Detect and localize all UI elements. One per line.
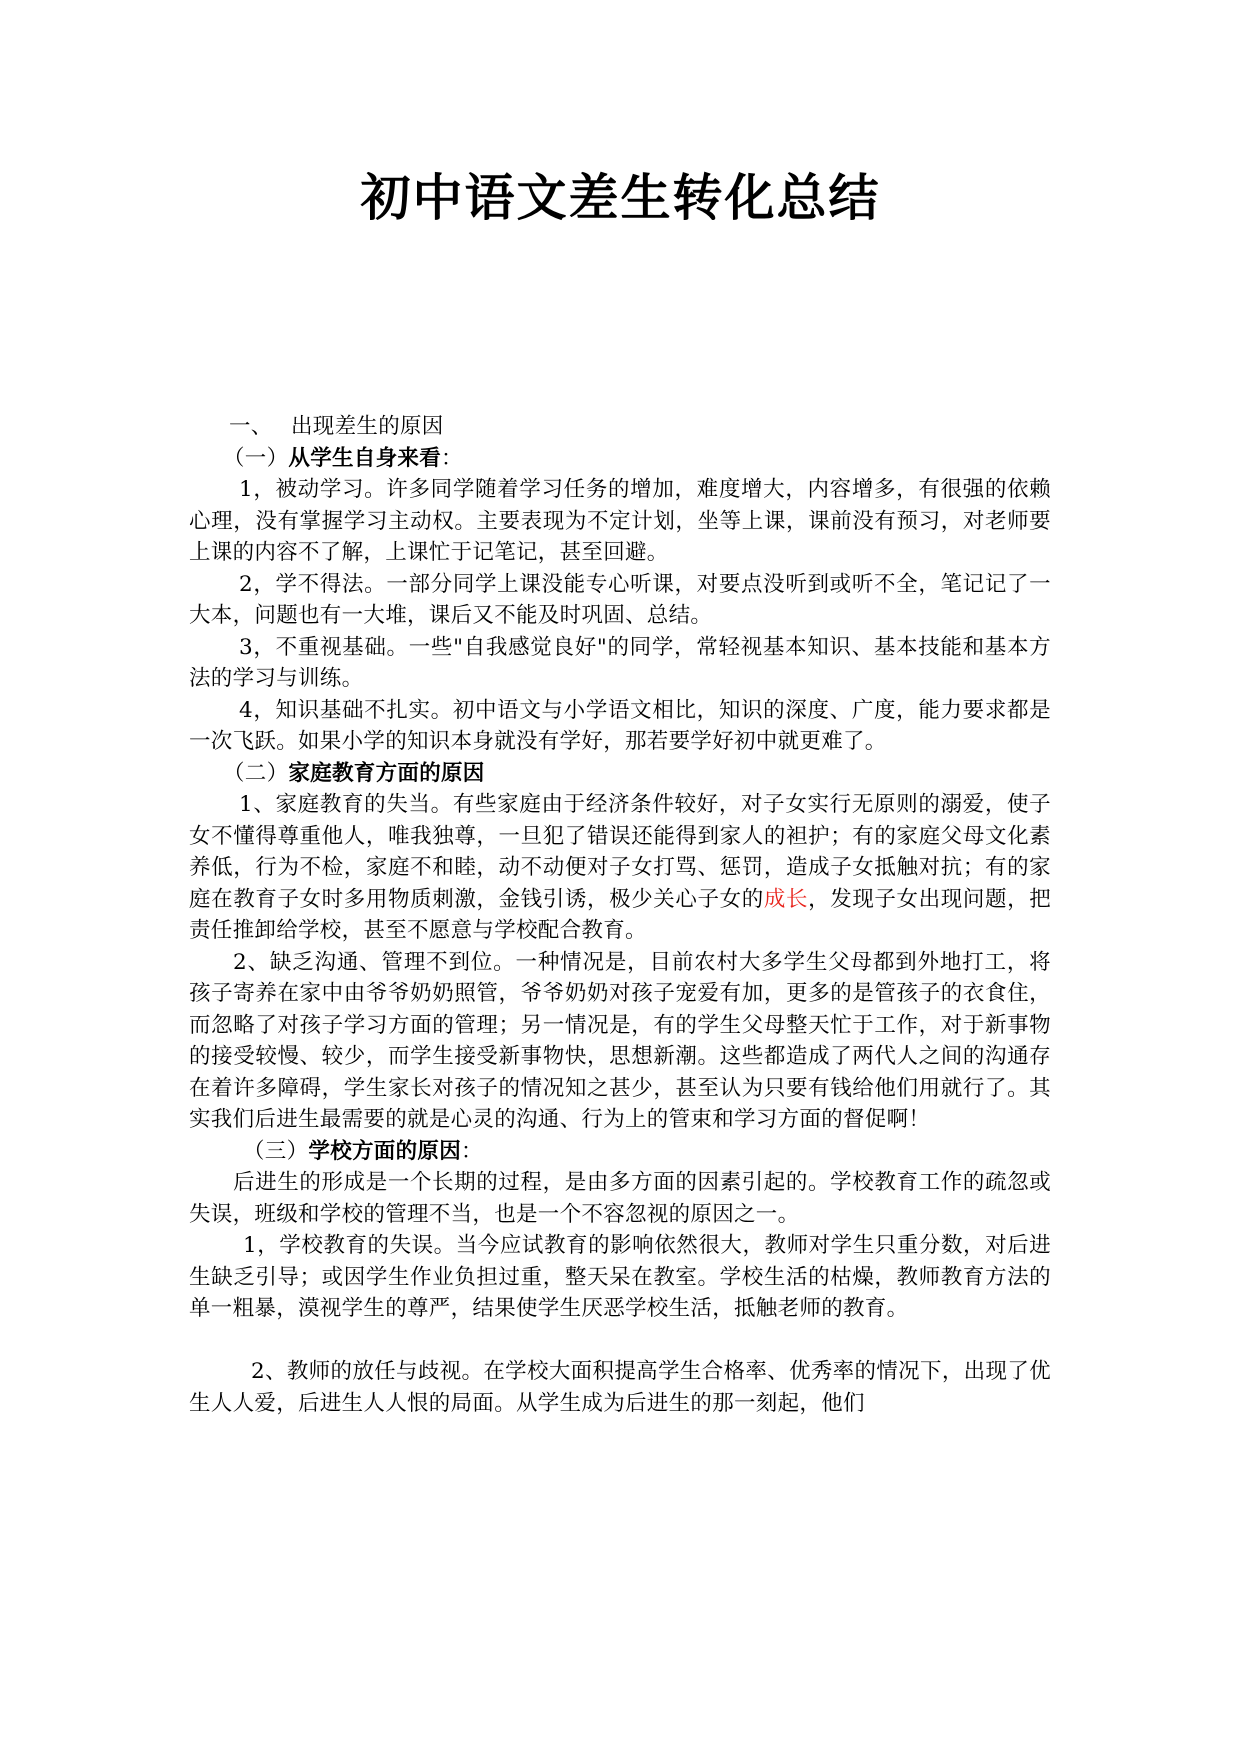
subsection-heading-text: 学校方面的原因: [308, 1138, 462, 1164]
section-heading: [189, 411, 1051, 443]
subsection-heading-text: 从学生自身来看: [288, 445, 442, 471]
paragraph: 后进生的形成是一个长期的过程，是由多方面的因素引起的。学校教育工作的疏忽或失误，班级和学校的管理不当，也是一个不容忽视的原因之一。: [189, 1170, 1051, 1227]
paragraph: [189, 789, 1051, 947]
blank-line: [189, 1325, 1051, 1357]
paragraph: 3，不重视基础。一些"自我感觉良好"的同学，常轻视基本知识、基本技能和基本方法的学习与训练。: [189, 634, 1051, 691]
paragraph: 1，学校教育的失误。当今应试教育的影响依然很大，教师对学生只重分数，对后进生缺乏引导；或因学生作业负担过重，整天呆在教室。学校生活的枯燥，教师教育方法的单一粗暴，漠视学生的尊严，结果使学生厌恶学校生活，抵触老师的教育。: [189, 1233, 1051, 1321]
subsection-heading-text: 家庭教育方面的原因: [288, 760, 485, 786]
paragraph: 4，知识基础不扎实。初中语文与小学语文相比，知识的深度、广度，能力要求都是一次飞跃。如果小学的知识本身就没有学好，那若要学好初中就更难了。: [189, 697, 1051, 754]
section-heading-text: 出现差生的原因: [291, 414, 444, 439]
subsection-prefix: （三）: [243, 1138, 309, 1164]
section-number: 一、: [229, 414, 273, 439]
paragraph-text: 1、家庭教育的失当。有些家庭由于经济条件较好，对子女实行无原则的溺爱，使子女不懂得尊重他人，唯我独尊，一旦犯了错误还能得到家人的袒护；有的家庭父母文化素养低，行为不检，家庭不和睦，动不动便对子女打骂、惩罚，造成子女抵触对抗；有的家庭在教育子女时多用物质刺激，金钱引诱，极少关心子女的: [189, 792, 1051, 912]
paragraph: 2、教师的放任与歧视。在学校大面积提高学生合格率、优秀率的情况下，出现了优生人人爱，后进生人人恨的局面。从学生成为后进生的那一刻起，他们: [189, 1359, 1051, 1416]
paragraph-text: ，发现子女出现问题，把责任推卸给学校，甚至不愿意与学校配合教育。: [189, 886, 1051, 943]
subsection-suffix: ：: [461, 1138, 483, 1164]
highlighted-term: 成长: [763, 886, 809, 912]
document-body: [189, 411, 1051, 1419]
paragraph: 2，学不得法。一部分同学上课没能专心听课，对要点没听到或听不全，笔记记了一大本，问题也有一大堆，课后又不能及时巩固、总结。: [189, 571, 1051, 628]
subsection-heading: [189, 443, 1051, 475]
subsection-suffix: ：: [441, 445, 463, 471]
subsection-prefix: （二）: [223, 760, 289, 786]
subsection-prefix: （一）: [223, 445, 289, 471]
paragraph: 2、缺乏沟通、管理不到位。一种情况是，目前农村大多学生父母都到外地打工，将孩子寄养在家中由爷爷奶奶照管，爷爷奶奶对孩子宠爱有加，更多的是管孩子的衣食住，而忽略了对孩子学习方面的管理；另一情况是，有的学生父母整天忙于工作，对于新事物的接受较慢、较少，而学生接受新事物快，思想新潮。这些都造成了两代人之间的沟通存在着许多障碍，学生家长对孩子的情况知之甚少，甚至认为只要有钱给他们用就行了。其实我们后进生最需要的就是心灵的沟通、行为上的管束和学习方面的督促啊！: [189, 949, 1051, 1132]
paragraph: 1，被动学习。许多同学随着学习任务的增加，难度增大，内容增多，有很强的依赖心理，没有掌握学习主动权。主要表现为不定计划，坐等上课，课前没有预习，对老师要上课的内容不了解，上课忙于记笔记，甚至回避。: [189, 477, 1051, 565]
subsection-heading: [189, 1136, 1051, 1168]
document-title: 初中语文差生转化总结: [360, 168, 881, 227]
subsection-heading: [189, 758, 1051, 790]
